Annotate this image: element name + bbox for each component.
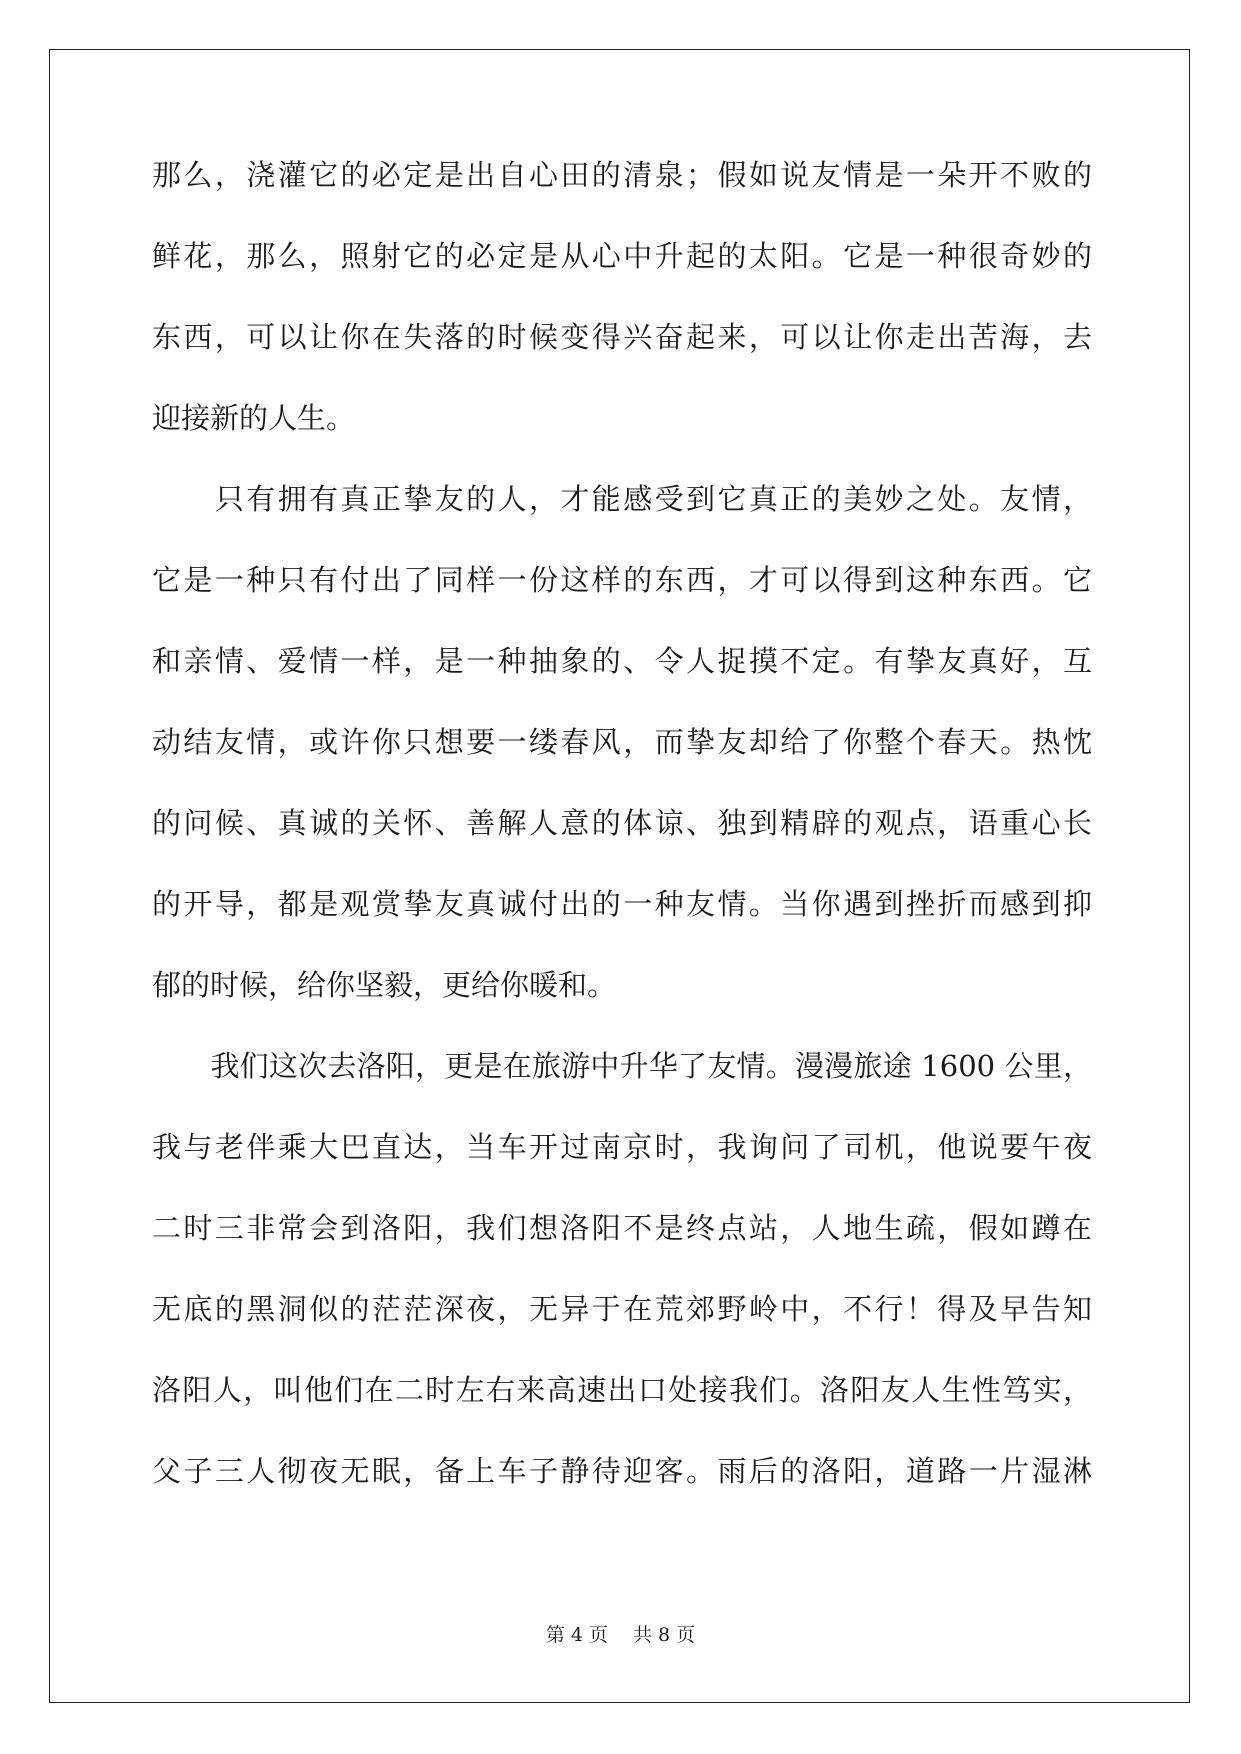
text-line: 我们这次去洛阳，更是在旅游中升华了友情。漫漫旅途 1600 公里，: [152, 1049, 1092, 1083]
text-line: 无底的黑洞似的茫茫深夜，无异于在荒郊野岭中，不行！得及早告知: [152, 1292, 1092, 1326]
text-line: 我与老伴乘大巴直达，当车开过南京时，我询问了司机，他说要午夜: [152, 1130, 1092, 1164]
document-body: [152, 160, 1092, 1537]
text-line: 和亲情、爱情一样，是一种抽象的、令人捉摸不定。有挚友真好，互: [152, 644, 1092, 678]
text-line: 的开导，都是观赏挚友真诚付出的一种友情。当你遇到挫折而感到抑: [152, 887, 1092, 921]
text-line: 它是一种只有付出了同样一份这样的东西，才可以得到这种东西。它: [152, 563, 1092, 597]
text-line: 只有拥有真正挚友的人，才能感受到它真正的美妙之处。友情，: [152, 482, 1092, 516]
text-line: 鲜花，那么，照射它的必定是从心中升起的太阳。它是一种很奇妙的: [152, 239, 1092, 273]
text-line: 洛阳人，叫他们在二时左右来高速出口处接我们。洛阳友人生性笃实，: [152, 1373, 1092, 1407]
text-line: 那么，浇灌它的必定是出自心田的清泉；假如说友情是一朵开不败的: [152, 158, 1092, 192]
text-line: 郁的时候，给你坚毅，更给你暖和。: [152, 968, 617, 1002]
text-line: 的问候、真诚的关怀、善解人意的体谅、独到精辟的观点，语重心长: [152, 806, 1092, 840]
text-line: 东西，可以让你在失落的时候变得兴奋起来，可以让你走出苦海，去: [152, 320, 1092, 354]
text-line: 动结友情，或许你只想要一缕春风，而挚友却给了你整个春天。热忱: [152, 725, 1092, 759]
text-line: 父子三人彻夜无眠，备上车子静待迎客。雨后的洛阳，道路一片湿淋: [152, 1454, 1092, 1488]
page-footer: 第 4 页 共 8 页: [545, 1624, 696, 1646]
text-line: 迎接新的人生。: [152, 401, 356, 435]
text-line: 二时三非常会到洛阳，我们想洛阳不是终点站，人地生疏，假如蹲在: [152, 1211, 1092, 1245]
